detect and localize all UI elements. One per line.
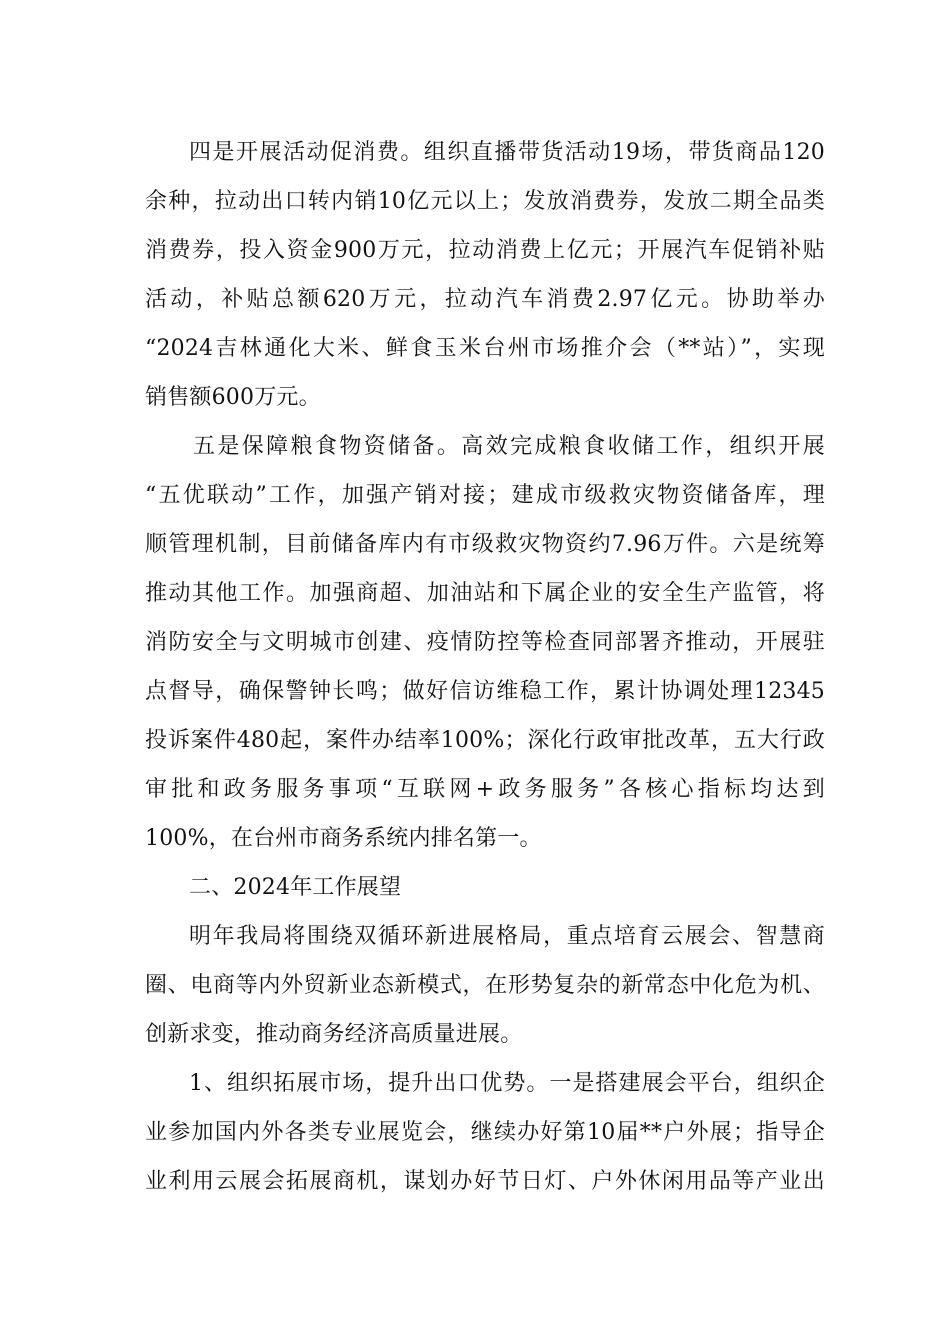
text-line: 活动，补贴总额620万元，拉动汽车消费2.97亿元。协助举办 [145,287,825,312]
text-line: 消费券，投入资金900万元，拉动消费上亿元；开展汽车促销补贴 [145,238,825,263]
section-heading: 二、2024年工作展望 [189,875,402,900]
text-line: 五是保障粮食物资储备。高效完成粮食收储工作，组织开展 [193,434,825,459]
paragraph-reserves [145,422,825,863]
paragraph-item-1 [145,1059,825,1206]
text-line: 顺管理机制，目前储备库内有市级救灾物资约7.96万件。六是统筹 [145,532,825,557]
text-line: 消防安全与文明城市创建、疫情防控等检查同部署齐推动，开展驻 [145,630,825,655]
text-line: 明年我局将围绕双循环新进展格局，重点培育云展会、智慧商 [189,924,825,949]
paragraph-outlook [145,912,825,1059]
text-line: 余种，拉动出口转内销10亿元以上；发放消费券，发放二期全品类 [145,189,825,214]
text-line: 圈、电商等内外贸新业态新模式，在形势复杂的新常态中化危为机、 [145,973,825,998]
document-body [145,128,825,1206]
text-line: 业利用云展会拓展商机，谋划办好节日灯、户外休闲用品等产业出 [145,1169,825,1194]
text-line: 创新求变，推动商务经济高质量进展。 [145,1022,523,1047]
paragraph-consumption [145,128,825,422]
text-line: 审批和政务服务事项“互联网+政务服务”各核心指标均达到 [145,777,825,802]
text-line: 100%，在台州市商务系统内排名第一。 [145,826,542,851]
text-line: 四是开展活动促消费。组织直播带货活动19场，带货商品120 [189,140,825,165]
text-line: “五优联动”工作，加强产销对接；建成市级救灾物资储备库，理 [145,483,825,508]
text-line: 投诉案件480起，案件办结率100%；深化行政审批改革，五大行政 [145,728,825,753]
text-line: “2024吉林通化大米、鲜食玉米台州市场推介会（**站）”，实现 [145,336,825,361]
text-line: 业参加国内外各类专业展览会，继续办好第10届**户外展；指导企 [145,1120,825,1145]
text-line: 1、组织拓展市场，提升出口优势。一是搭建展会平台，组织企 [189,1071,825,1096]
text-line: 推动其他工作。加强商超、加油站和下属企业的安全生产监管，将 [145,581,825,606]
text-line: 销售额600万元。 [145,385,321,410]
text-line: 点督导，确保警钟长鸣；做好信访维稳工作，累计协调处理12345 [145,679,825,704]
